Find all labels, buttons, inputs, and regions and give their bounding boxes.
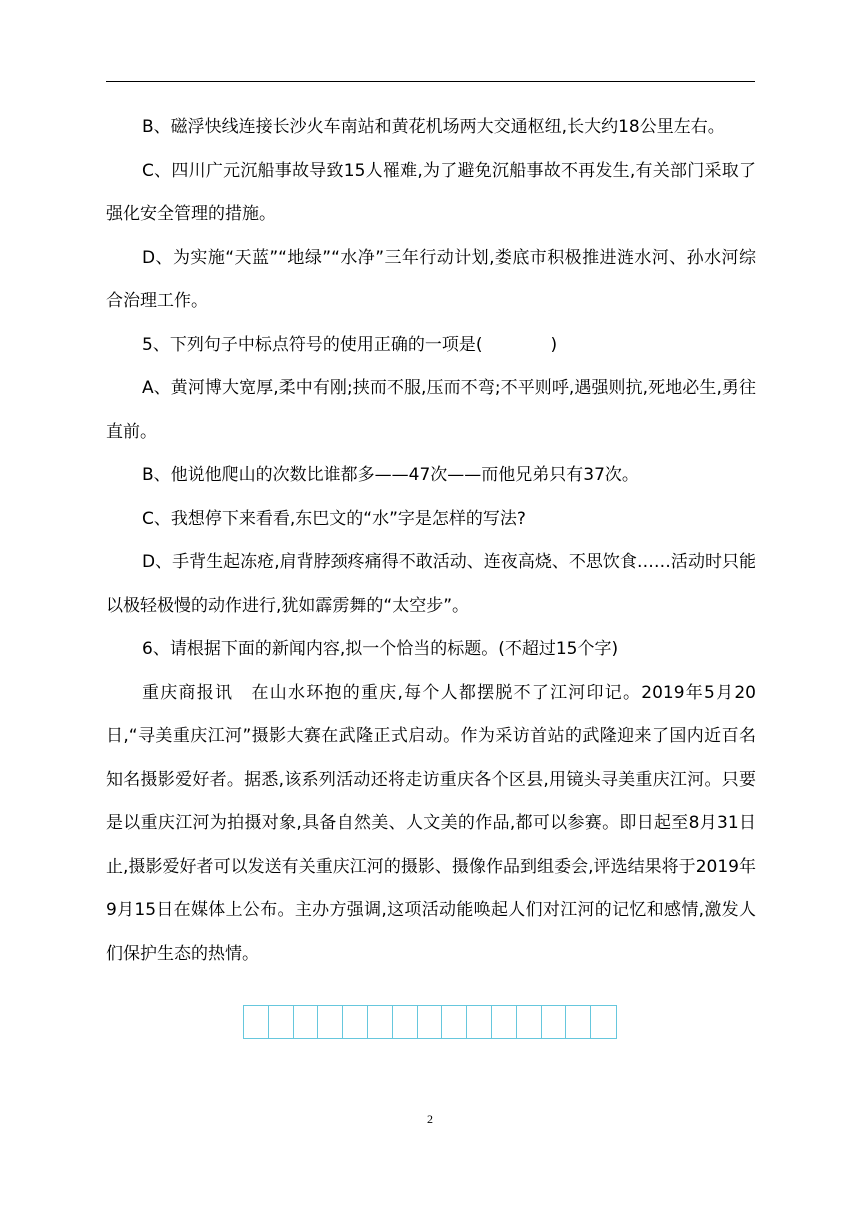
answer-grid-cell[interactable] (542, 1006, 567, 1038)
answer-grid-cell[interactable] (393, 1006, 418, 1038)
answer-grid-cell[interactable] (418, 1006, 443, 1038)
answer-grid-cell[interactable] (318, 1006, 343, 1038)
answer-grid-cell[interactable] (517, 1006, 542, 1038)
option-d-q5: D、手背生起冻疮,肩背脖颈疼痛得不敢活动、连夜高烧、不思饮食……活动时只能以极轻极慢的动作进行,犹如霹雳舞的“太空步”。 (106, 552, 756, 616)
option-b-q5: B、他说他爬山的次数比谁都多——47次——而他兄弟只有37次。 (142, 465, 639, 485)
answer-grid-cell[interactable] (343, 1006, 368, 1038)
answer-grid-cell[interactable] (269, 1006, 294, 1038)
answer-grid-cell[interactable] (492, 1006, 517, 1038)
page-number: 2 (427, 1112, 433, 1126)
answer-grid-cell[interactable] (368, 1006, 393, 1038)
news-passage: 重庆商报讯 在山水环抱的重庆,每个人都摆脱不了江河印记。2019年5月20日,“寻美重庆江河”摄影大赛在武隆正式启动。作为采访首站的武隆迎来了国内近百名知名摄影爱好者。据悉,该系列活动还将走访重庆各个区县,用镜头寻美重庆江河。只要是以重庆江河为拍摄对象,具备自然美、人文美的作品,都可以参赛。即日起至8月31日止,摄影爱好者可以发送有关重庆江河的摄影、摄像作品到组委会,评选结果将于2019年9月15日在媒体上公布。主办方强调,这项活动能唤起人们对江河的记忆和感情,激发人们保护生态的热情。 (106, 682, 756, 964)
answer-grid-cell[interactable] (244, 1006, 269, 1038)
answer-grid-cell[interactable] (442, 1006, 467, 1038)
option-c-q4: C、四川广元沉船事故导致15人罹难,为了避免沉船事故不再发生,有关部门采取了强化安全管理的措施。 (106, 160, 756, 224)
option-b-q4: B、磁浮快线连接长沙火车南站和黄花机场两大交通枢纽,长大约18公里左右。 (142, 117, 725, 137)
page-body (106, 106, 756, 976)
option-c-q5: C、我想停下来看看,东巴文的“水”字是怎样的写法? (142, 508, 526, 529)
header-rule (106, 81, 755, 82)
question-6: 6、请根据下面的新闻内容,拟一个恰当的标题。(不超过15个字) (142, 639, 619, 659)
option-a-q5: A、黄河博大宽厚,柔中有刚;挟而不服,压而不弯;不平则呼,遇强则抗,死地必生,勇往直前。 (106, 378, 756, 442)
answer-grid[interactable] (243, 1005, 617, 1039)
answer-grid-cell[interactable] (566, 1006, 591, 1038)
answer-grid-cell[interactable] (294, 1006, 319, 1038)
answer-grid-cell[interactable] (467, 1006, 492, 1038)
answer-grid-cell[interactable] (591, 1006, 616, 1038)
option-d-q4: D、为实施“天蓝”“地绿”“水净”三年行动计划,娄底市积极推进涟水河、孙水河综合治理工作。 (106, 247, 756, 311)
question-5: 5、下列句子中标点符号的使用正确的一项是( ) (142, 334, 558, 355)
